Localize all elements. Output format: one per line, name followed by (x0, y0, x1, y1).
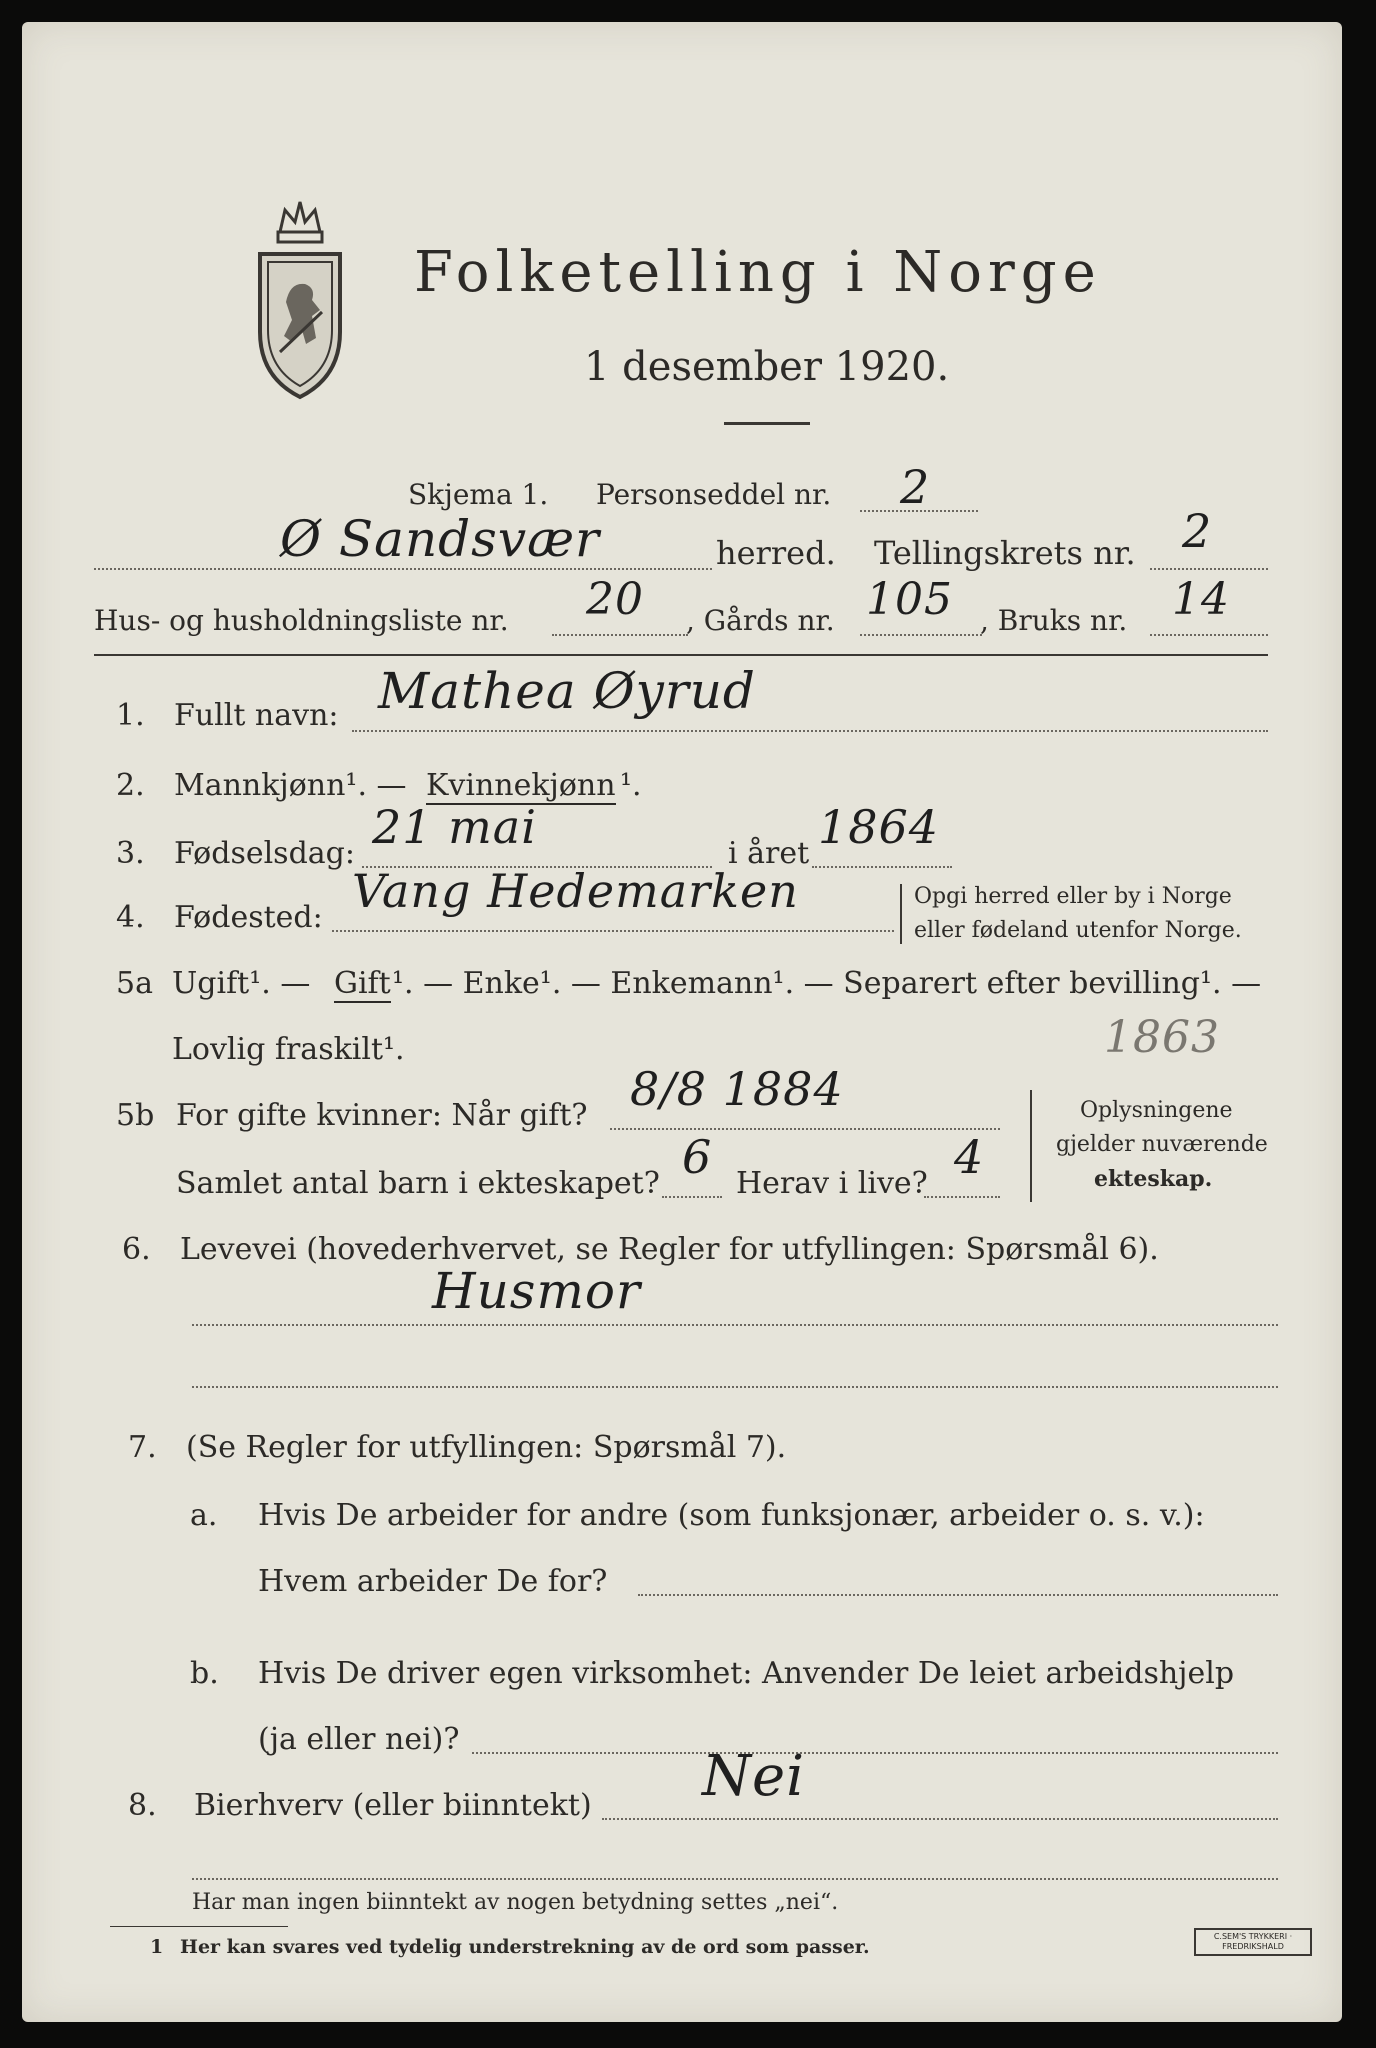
q5a-rest: ¹. — Enke¹. — Enkemann¹. — Separert efter bevilling¹. — (392, 966, 1262, 1001)
census-form (22, 22, 1342, 2022)
q5b-live-label: Herav i live? (736, 1166, 928, 1201)
tellingskrets-value: 2 (1182, 504, 1213, 558)
q5b-barn-label: Samlet antal barn i ekteskapet? (176, 1166, 660, 1201)
q4-note-line1: Opgi herred eller by i Norge (914, 884, 1232, 909)
liste-label: Hus- og husholdningsliste nr. (94, 604, 509, 637)
q5b-note-line3: ekteskap. (1094, 1166, 1213, 1192)
q3-label: Fødselsdag: (174, 836, 355, 871)
footer-note: Har man ingen biinntekt av nogen betydning settes „nei“. (192, 1890, 839, 1915)
schema-label: Skjema 1. (408, 478, 549, 511)
herred-value: Ø Sandsvær (280, 510, 600, 568)
q4-label: Fødested: (174, 900, 323, 935)
q5a-ugift: Ugift¹. — (172, 966, 311, 1001)
q8-number: 8. (128, 1788, 157, 1823)
q5b-number: 5b (116, 1098, 155, 1133)
q5b-note-line1: Oplysningene (1080, 1098, 1233, 1123)
form-title: Folketelling i Norge (414, 240, 1102, 305)
marriage-date-value: 8/8 1884 (630, 1062, 844, 1116)
q8-label: Bierhverv (eller biinntekt) (194, 1788, 592, 1823)
bruks-value: 14 (1172, 574, 1230, 625)
q5b-label: For gifte kvinner: Når gift? (176, 1098, 588, 1133)
q7-number: 7. (128, 1430, 157, 1465)
tellingskrets-label: Tellingskrets nr. (874, 534, 1136, 572)
q4-note-line2: eller fødeland utenfor Norge. (914, 918, 1242, 943)
q1-label: Fullt navn: (174, 698, 339, 733)
q2-number: 2. (116, 768, 145, 803)
birthday-value: 21 mai (372, 800, 537, 854)
bruks-label: , Bruks nr. (980, 604, 1128, 637)
birth-year-value: 1864 (818, 800, 940, 854)
coat-of-arms-icon (250, 192, 350, 412)
gards-value: 105 (866, 574, 953, 625)
herred-label: herred. (716, 534, 836, 572)
footnote-text: Her kan svares ved tydelig understrekning av de ord som passer. (180, 1936, 870, 1958)
q2-female-suffix: ¹. (620, 768, 642, 803)
side-income-value: Nei (702, 1744, 806, 1809)
q7-label: (Se Regler for utfyllingen: Spørsmål 7). (186, 1430, 787, 1465)
living-children-value: 4 (954, 1130, 985, 1184)
q4-number: 4. (116, 900, 145, 935)
q5a-gift: Gift (334, 966, 391, 1001)
q6-label: Levevei (hovederhvervet, se Regler for utfyllingen: Spørsmål 6). (180, 1232, 1159, 1267)
q2-male-option: Mannkjønn¹. — (174, 768, 407, 803)
q7a-letter: a. (190, 1498, 218, 1533)
q1-number: 1. (116, 698, 145, 733)
margin-note: 1863 (1104, 1012, 1220, 1063)
q7b-line1: Hvis De driver egen virksomhet: Anvender De leiet arbeidshjelp (258, 1656, 1235, 1691)
census-date: 1 desember 1920. (584, 344, 950, 390)
header-rule (94, 654, 1268, 656)
q3-number: 3. (116, 836, 145, 871)
q2-female-option: Kvinnekjønn (426, 768, 616, 803)
children-value: 6 (682, 1130, 713, 1184)
footnote-mark: 1 (150, 1936, 164, 1958)
q5a-number: 5a (116, 966, 153, 1001)
q6-number: 6. (122, 1232, 151, 1267)
q7b-line2: (ja eller nei)? (258, 1722, 460, 1757)
personseddel-value: 2 (900, 460, 931, 514)
printer-stamp: C.SEM'S TRYKKERI · FREDRIKSHALD (1194, 1928, 1312, 1956)
q5a-line2: Lovlig fraskilt¹. (172, 1032, 405, 1067)
q3-year-label: i året (728, 836, 810, 871)
q7b-letter: b. (190, 1656, 219, 1691)
q7a-line1: Hvis De arbeider for andre (som funksjonær, arbeider o. s. v.): (258, 1498, 1205, 1533)
liste-value: 20 (586, 574, 644, 625)
personseddel-label: Personseddel nr. (596, 478, 832, 511)
title-divider (724, 422, 810, 425)
occupation-value: Husmor (432, 1262, 641, 1320)
birthplace-value: Vang Hedemarken (352, 864, 799, 918)
gards-label: , Gårds nr. (686, 604, 835, 637)
q5b-note-line2: gjelder nuværende (1056, 1132, 1268, 1157)
q7a-line2: Hvem arbeider De for? (258, 1564, 608, 1599)
full-name-value: Mathea Øyrud (378, 662, 756, 720)
